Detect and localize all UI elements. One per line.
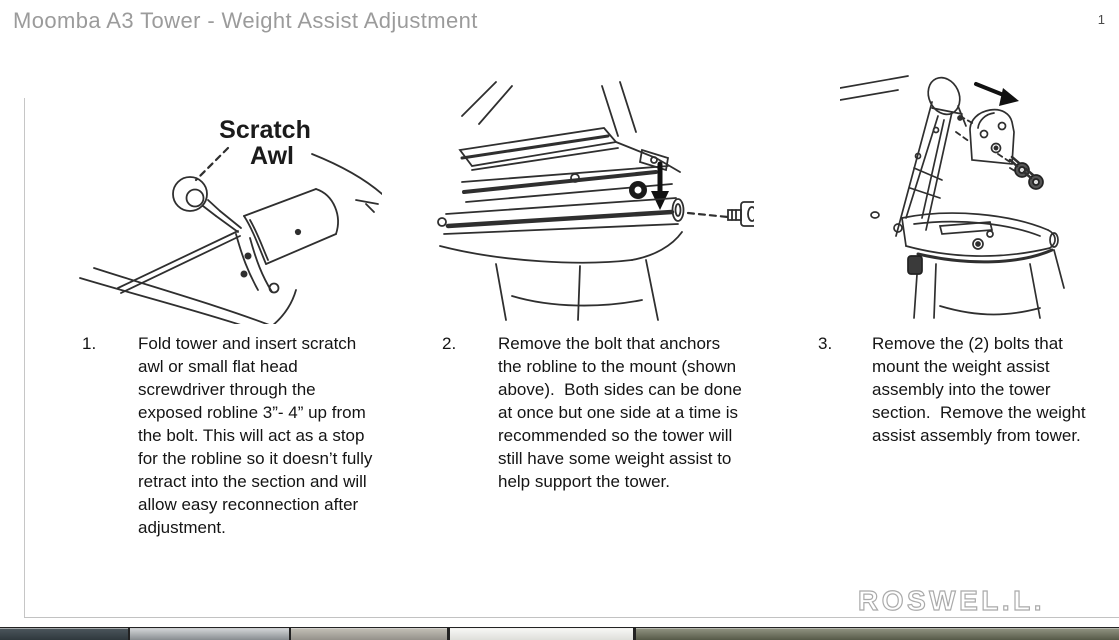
- step-1-text: Fold tower and insert scratch awl or small flat head screwdriver through the exposed robline 3”- 4” up from the bolt. This will act as a stop for the robline so it doesn’t fully retract into the section and will allow easy reconnection after adjustment.: [138, 334, 378, 537]
- step-2: [442, 332, 747, 493]
- remove-assembly-illustration: [840, 68, 1119, 322]
- page-number: 1: [1097, 12, 1105, 27]
- remove-bolt-illustration: [432, 80, 754, 322]
- step-1: [82, 332, 378, 539]
- figure-scratch-awl: [60, 92, 382, 324]
- step-2-text: Remove the bolt that anchors the robline to the mount (shown above). Both sides can be done at once but one side at a time is recommended so the tower will still have some weight assist to help support the tower.: [498, 334, 747, 491]
- scratch-awl-label-line2: Awl: [250, 142, 294, 170]
- scratch-awl-illustration: [60, 92, 382, 324]
- scratch-awl-label-line1: Scratch: [219, 116, 311, 144]
- taskbar-button-5[interactable]: [636, 628, 1119, 640]
- roswell-logo: [858, 585, 1119, 617]
- taskbar-button-2[interactable]: [130, 628, 289, 640]
- figure-remove-assembly: [840, 68, 1119, 322]
- taskbar-button-3[interactable]: [291, 628, 447, 640]
- step-3: [818, 332, 1112, 447]
- slide-left-border: [24, 98, 25, 618]
- taskbar-button-1[interactable]: [0, 628, 128, 640]
- taskbar: [0, 627, 1119, 640]
- step-2-number: 2.: [442, 334, 457, 353]
- step-1-number: 1.: [82, 334, 97, 353]
- roswell-logo-text: ROSWEL.L.: [858, 585, 1046, 616]
- page-title: Moomba A3 Tower - Weight Assist Adjustment: [13, 8, 478, 33]
- slide-bottom-border: [24, 617, 1119, 618]
- taskbar-button-4[interactable]: [450, 628, 633, 640]
- figure-remove-bolt: [432, 80, 754, 322]
- step-3-text: Remove the (2) bolts that mount the weight assist assembly into the tower section. Remove the weight assist assembly from tower.: [872, 334, 1091, 445]
- step-3-number: 3.: [818, 334, 833, 353]
